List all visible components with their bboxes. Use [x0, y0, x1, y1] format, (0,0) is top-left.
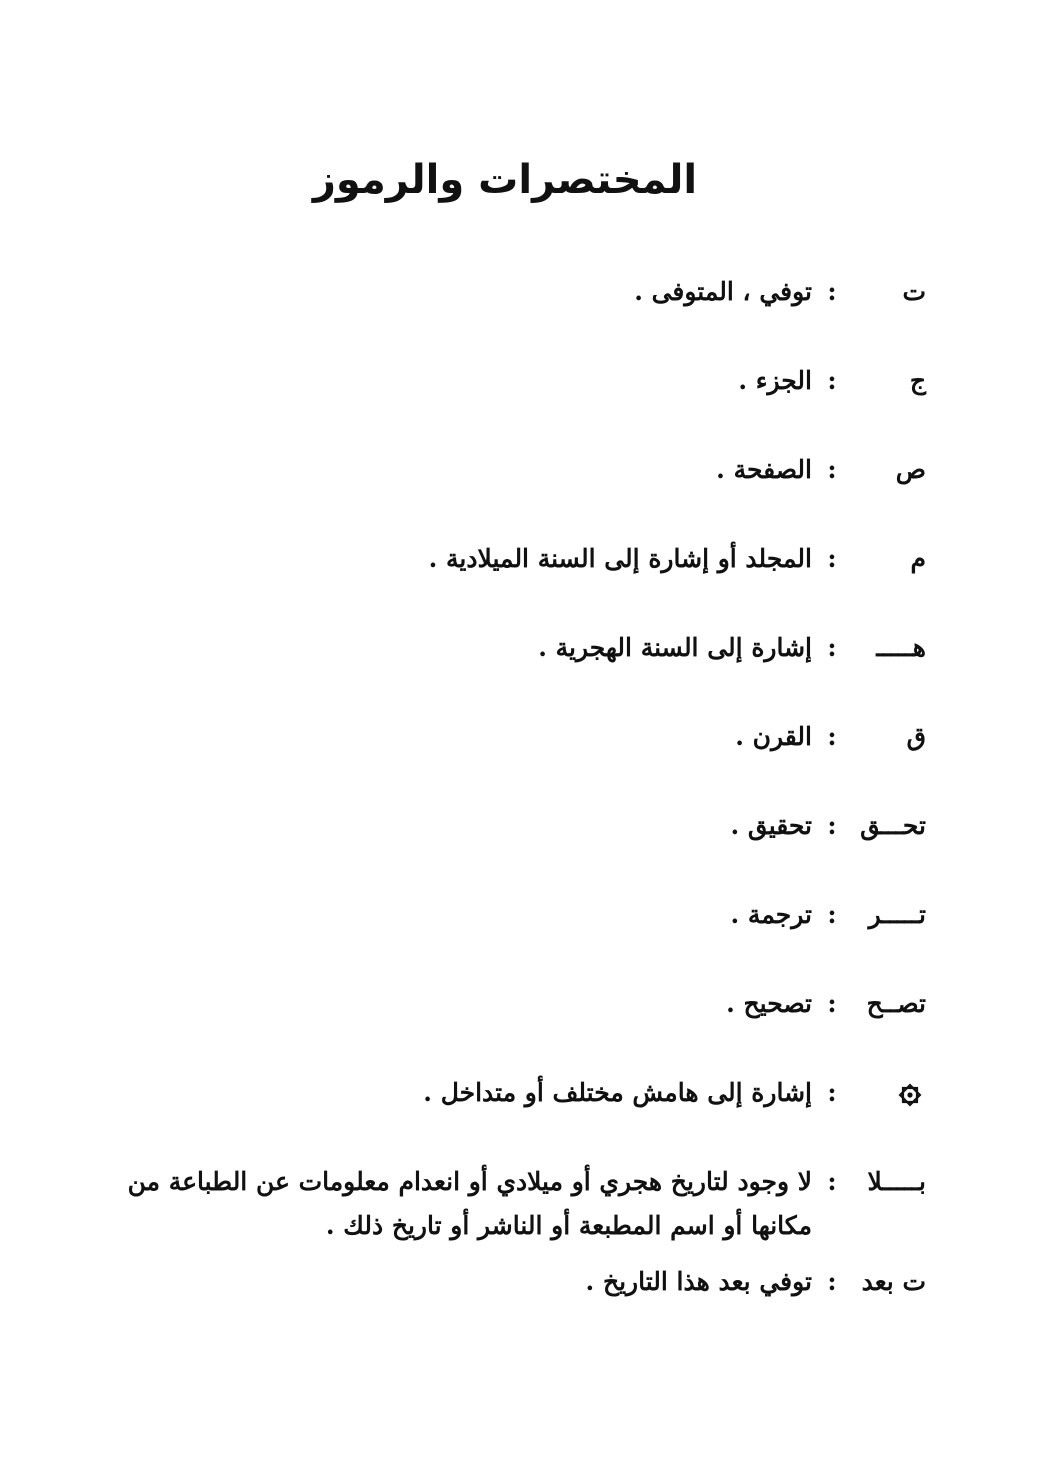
abbreviation-meaning: توفي بعد هذا التاريخ . [585, 1267, 812, 1296]
abbreviation-meaning: المجلد أو إشارة إلى السنة الميلادية . [428, 544, 812, 573]
abbreviation-symbol: هـــــ [876, 633, 926, 662]
abbreviation-entry [126, 359, 926, 403]
abbreviation-entry [126, 893, 926, 937]
abbreviation-symbol: ت [902, 277, 926, 306]
abbreviation-meaning: تصحيح . [726, 989, 812, 1018]
page-title: المختصرات والرموز [312, 157, 698, 203]
abbreviation-entry [126, 626, 926, 670]
abbreviation-entry [126, 982, 926, 1026]
separator-colon: : [827, 900, 837, 929]
abbreviation-entry [126, 448, 926, 492]
abbreviation-meaning: القرن . [735, 722, 812, 751]
abbreviation-symbol: ق [906, 722, 926, 751]
separator-colon: : [827, 722, 837, 751]
abbreviation-meaning: تحقيق . [730, 811, 812, 840]
separator-colon: : [827, 277, 837, 306]
abbreviation-symbol: ت بعد [861, 1267, 926, 1296]
abbreviation-entry [126, 804, 926, 848]
abbreviation-symbol: تـــــر [868, 900, 926, 929]
abbreviation-meaning: ترجمة . [730, 900, 812, 929]
abbreviation-meaning: لا وجود لتاريخ هجري أو ميلادي أو انعدام معلومات عن الطباعة من مكانها أو اسم المطبعة أو الناشر أو تاريخ ذلك . [127, 1167, 812, 1240]
abbreviation-entry [126, 537, 926, 581]
separator-colon: : [827, 455, 837, 484]
abbreviation-symbol [852, 1071, 926, 1115]
abbreviation-symbol: ص [895, 455, 926, 484]
abbreviation-symbol: تحـــق [860, 811, 926, 840]
abbreviation-symbol: ج [909, 366, 926, 395]
separator-colon: : [827, 811, 837, 840]
separator-colon: : [827, 1167, 837, 1196]
separator-colon: : [827, 633, 837, 662]
abbreviation-meaning: الجزء . [738, 366, 812, 395]
abbreviation-meaning: الصفحة . [716, 455, 812, 484]
separator-colon: : [827, 989, 837, 1018]
abbreviations-list [126, 270, 926, 1304]
separator-colon: : [827, 366, 837, 395]
abbreviation-meaning: إشارة إلى السنة الهجرية . [538, 633, 812, 662]
abbreviation-meaning: توفي ، المتوفى . [634, 277, 812, 306]
abbreviation-symbol: بـــــلا [867, 1167, 926, 1196]
abbreviation-entry [126, 1260, 926, 1304]
abbreviation-symbol: م [910, 544, 926, 573]
eight-point-star-icon [898, 1083, 922, 1107]
abbreviation-symbol: تصــح [866, 989, 926, 1018]
separator-colon: : [827, 1078, 837, 1107]
abbreviation-entry [126, 1160, 926, 1248]
separator-colon: : [827, 544, 837, 573]
abbreviation-entry [126, 270, 926, 314]
abbreviation-entry [126, 1071, 926, 1115]
abbreviation-entry [126, 715, 926, 759]
separator-colon: : [827, 1267, 837, 1296]
abbreviation-meaning: إشارة إلى هامش مختلف أو متداخل . [423, 1078, 812, 1107]
